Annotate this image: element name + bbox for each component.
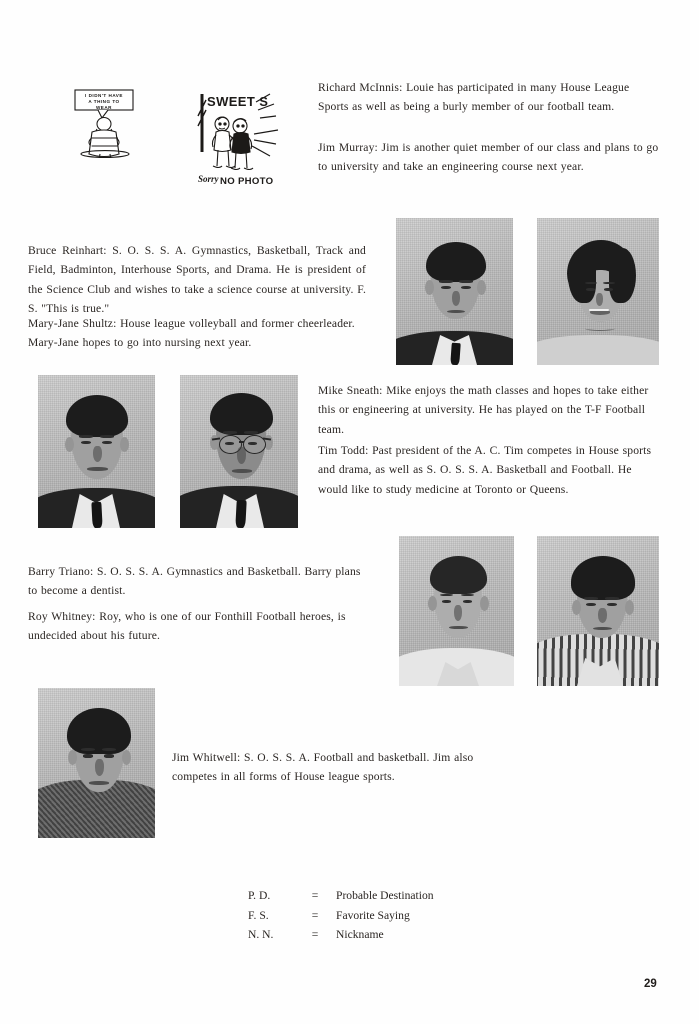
legend-expansion-fs: Favorite Saying [336, 908, 410, 922]
nose [454, 605, 462, 621]
legend-row [248, 925, 434, 945]
profile-text-whitwell: Jim Whitwell: S. O. S. S. A. Football and basketball. Jim also competes in all forms of House league sports. [172, 751, 474, 784]
ear-left [428, 596, 437, 611]
eye-right [604, 288, 613, 291]
mouth [89, 781, 109, 785]
brow-right [459, 280, 473, 283]
mouth [87, 467, 108, 471]
legend-expansion-pd: Probable Destination [336, 889, 434, 902]
cartoon-barrel-man [62, 88, 154, 158]
eye-left [586, 288, 595, 291]
legend-abbr-fs: F. S. [248, 908, 269, 922]
eye-left [442, 600, 451, 603]
ear-right [480, 596, 489, 611]
eye-right [104, 754, 114, 758]
nose [452, 291, 460, 306]
portrait-photo-todd [180, 375, 298, 528]
brow-left [584, 597, 598, 600]
blouse-shoulders [537, 335, 659, 365]
brow-left [223, 431, 237, 434]
eye-left [83, 754, 93, 758]
hair-side-left [568, 248, 596, 303]
portrait-photo-reinhart [396, 218, 513, 365]
legend-abbr-nn: N. N. [248, 928, 274, 941]
legend-table [248, 886, 434, 945]
brow-right [100, 435, 114, 438]
barrel-speech-line2: A THING TO [88, 99, 120, 104]
hair-side-right [609, 248, 636, 303]
profile-text-todd: Tim Todd: Past president of the A. C. Tim competes in House sports and drama, as well as S. O. S. S. A. Basketball and Football. He would like to study medicine at Toronto or Queens. [318, 444, 652, 496]
ear-left [425, 280, 434, 295]
legend-equals-fs: = [311, 908, 319, 922]
legend-expansion-nn: Nickname [336, 928, 384, 941]
brow-right [244, 431, 258, 434]
hair [66, 395, 128, 437]
portrait-photo-whitwell [38, 688, 155, 838]
sweet-s-sign-label: SWEET S [207, 94, 269, 109]
eyeglass-bridge [239, 441, 244, 443]
necktie [91, 502, 102, 528]
ear-right [120, 437, 129, 452]
page-number: 29 [644, 978, 657, 990]
sorry-label: Sorry [198, 174, 219, 184]
brow-left [81, 748, 95, 751]
necktie [235, 500, 246, 528]
profile-text-reinhart: Bruce Reinhart: S. O. S. S. A. Gymnastics, Basketball, Track and Field, Badminton, Interhouse Sports, and Drama. He is president of the Science Club and wishes to take a science course at university. F. S. "This is true." [28, 244, 366, 316]
eye-right [248, 442, 257, 445]
hair [430, 556, 487, 594]
ear-left [65, 437, 74, 452]
eye-left [225, 442, 234, 445]
teeth [589, 309, 609, 311]
eye-right [463, 600, 472, 603]
barrel-speech-line1: I DIDN'T HAVE [85, 93, 123, 98]
portrait-photo-shultz [537, 218, 659, 365]
hair [67, 708, 131, 754]
profile-text-whitney: Roy Whitney: Roy, who is one of our Fonthill Football heroes, is undecided about his future. [28, 610, 346, 643]
hair-wavy [571, 556, 635, 600]
profile-text-triano: Barry Triano: S. O. S. S. A. Gymnastics and Basketball. Barry plans to become a dentist. [28, 565, 361, 598]
brow-left [439, 280, 453, 283]
profile-text-murray: Jim Murray: Jim is another quiet member of our class and plans to go to university and take an engineering course next year. [318, 141, 659, 174]
ear-right [625, 600, 634, 615]
barrel-man-drawing [62, 88, 154, 158]
nose [237, 447, 246, 464]
ear-right [122, 750, 131, 765]
hair [426, 242, 486, 282]
profile-text-sneath: Mike Sneath: Mike enjoys the math classes and hopes to take either this or engineering at university. He has played on the T-F Football team. [318, 384, 649, 436]
nose [95, 759, 104, 776]
legend-abbr-pd: P. D. [248, 889, 271, 902]
portrait-photo-whitney [537, 536, 659, 686]
nose [596, 293, 603, 306]
ear-right [477, 280, 486, 295]
nose [93, 446, 102, 462]
cartoon-sweet-s-no-photo [196, 90, 284, 186]
portrait-photo-triano [399, 536, 514, 686]
brow-right [102, 748, 116, 751]
legend-row [248, 886, 434, 906]
sweet-s-drawing [196, 90, 284, 186]
nose [598, 608, 607, 623]
ear-left [572, 600, 581, 615]
portrait-photo-sneath [38, 375, 155, 528]
profile-text-mcinnis: Richard McInnis: Louie has participated in many House League Sports as well as being a burly member of our football team. [318, 81, 630, 114]
barrel-speech-line3: WEAR [95, 105, 113, 110]
necklace [585, 326, 615, 331]
necktie [450, 343, 461, 365]
abbreviation-legend [248, 886, 434, 945]
mouth [232, 469, 252, 473]
brow-right [605, 597, 619, 600]
hair [210, 393, 273, 435]
no-photo-label: NO PHOTO [220, 176, 274, 186]
legend-row [248, 906, 434, 926]
profile-text-shultz: Mary-Jane Shultz: House league volleyball and former cheerleader. Mary-Jane hopes to go into nursing next year. [28, 317, 355, 350]
legend-equals-pd: = [311, 889, 319, 902]
brow-left [79, 435, 93, 438]
ear-left [68, 750, 77, 765]
legend-equals-nn: = [311, 928, 319, 941]
